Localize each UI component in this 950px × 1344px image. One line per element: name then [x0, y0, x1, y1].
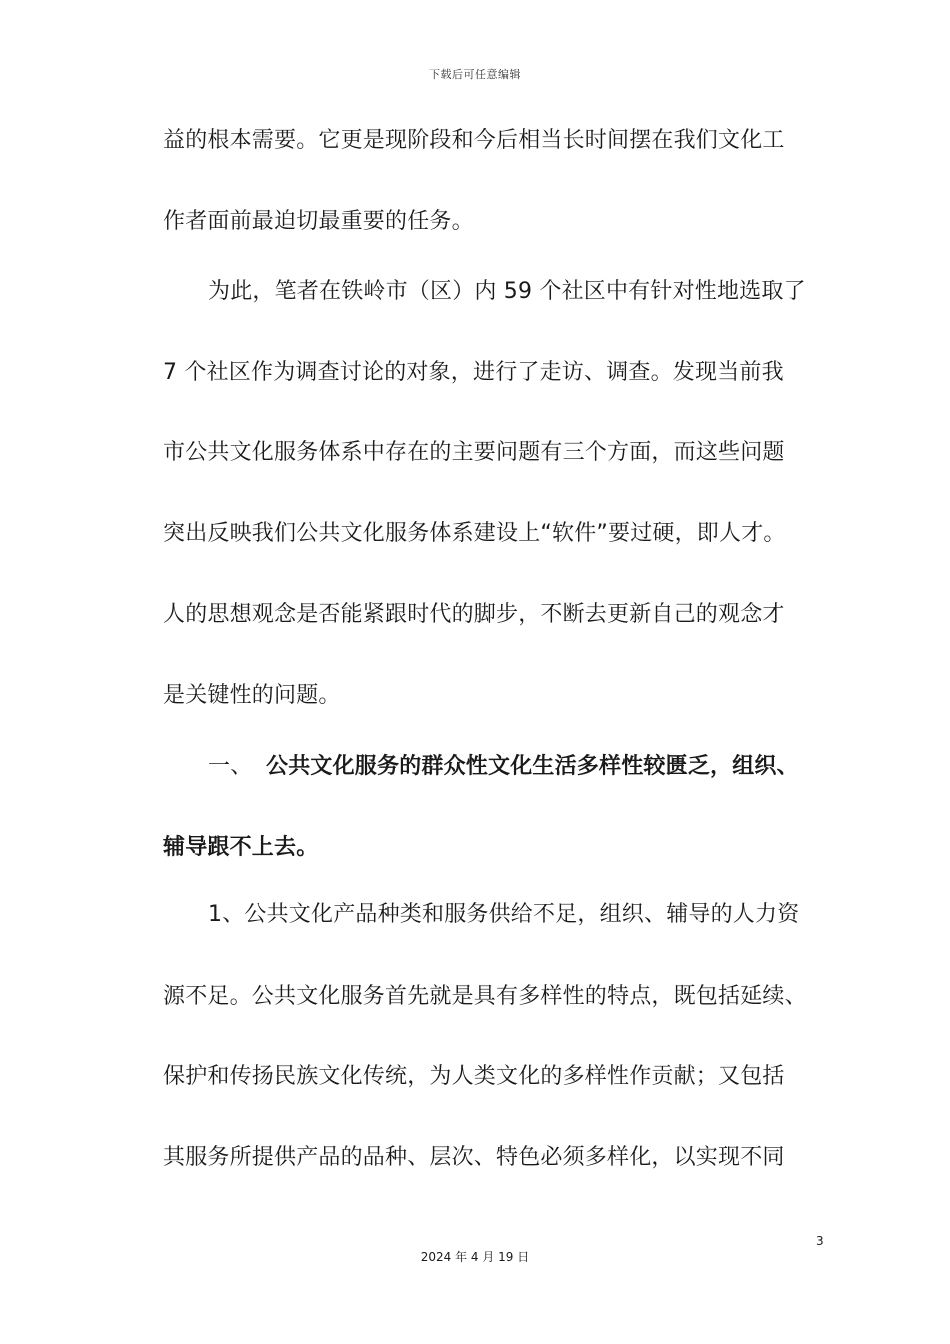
section-heading-text: 公共文化服务的群众性文化生活多样性较匮乏，组织、: [266, 754, 799, 779]
body-line: 是关键性的问题。: [163, 683, 341, 708]
body-line: 作者面前最迫切最重要的任务。: [163, 209, 474, 234]
section-heading-number: 一、: [208, 754, 253, 779]
body-line: 突出反映我们公共文化服务体系建设上“软件”要过硬，即人才。: [163, 521, 786, 546]
body-line: 源不足。公共文化服务首先就是具有多样性的特点，既包括延续、: [163, 984, 807, 1009]
body-line: 7 个社区作为调查讨论的对象，进行了走访、调查。发现当前我: [163, 360, 784, 385]
body-line-indented: 为此，笔者在铁岭市（区）内 59 个社区中有针对性地选取了: [208, 279, 806, 304]
body-line-indented: 1、公共文化产品种类和服务供给不足，组织、辅导的人力资: [208, 902, 800, 927]
body-line: 保护和传扬民族文化传统，为人类文化的多样性作贡献；又包括: [163, 1064, 785, 1089]
footer-date: 2024 年 4 月 19 日: [420, 1250, 530, 1264]
page-header: 下载后可任意编辑: [429, 68, 521, 81]
body-line: 益的根本需要。它更是现阶段和今后相当长时间摆在我们文化工: [163, 128, 785, 153]
body-line: 人的思想观念是否能紧跟时代的脚步，不断去更新自己的观念才: [163, 602, 785, 627]
body-line: 市公共文化服务体系中存在的主要问题有三个方面，而这些问题: [163, 440, 785, 465]
page-number: 3: [816, 1234, 824, 1248]
section-heading-continued: 辅导跟不上去。: [163, 835, 319, 860]
section-heading: [208, 752, 799, 782]
body-line: 其服务所提供产品的品种、层次、特色必须多样化，以实现不同: [163, 1145, 785, 1170]
